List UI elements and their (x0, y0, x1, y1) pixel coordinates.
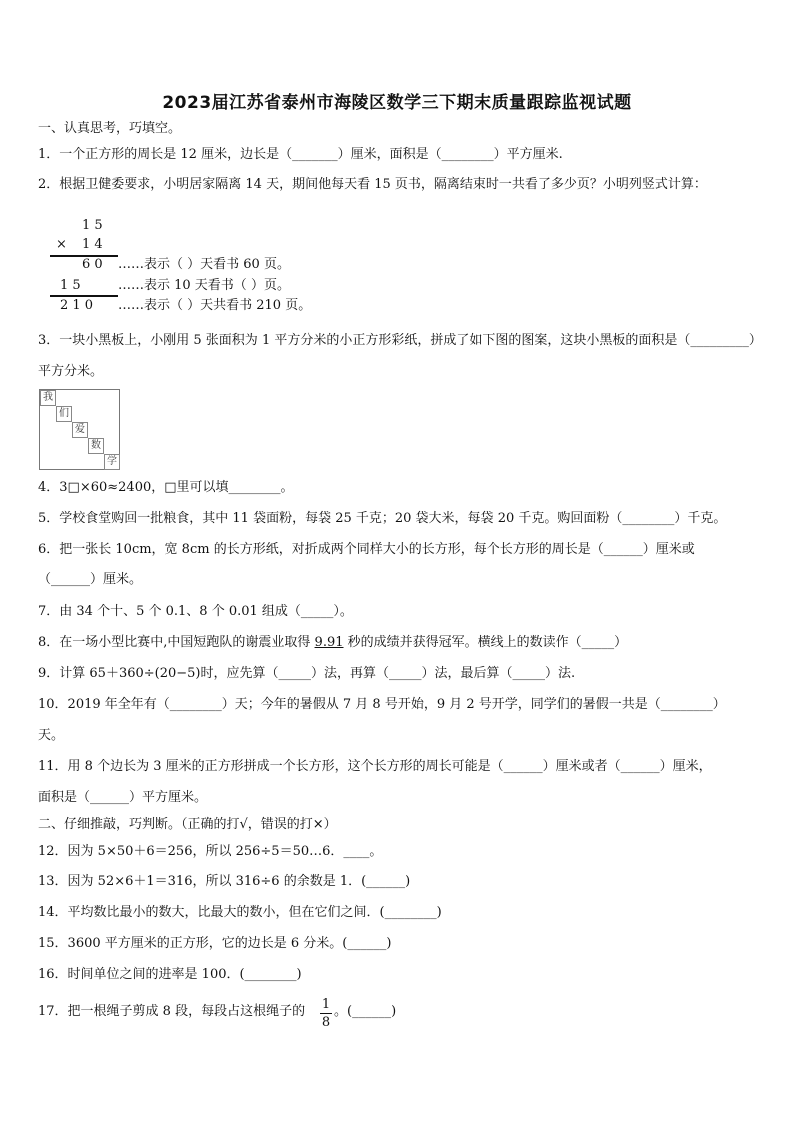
question-8 (38, 635, 627, 651)
question-11-line-1: 11．用 8 个边长为 3 厘米的正方形拼成一个长方形，这个长方形的周长可能是（______）厘米或者（______）厘米， (38, 759, 712, 774)
grid-cell-2: 们 (56, 406, 72, 422)
fraction-numerator: 1 (321, 997, 331, 1012)
calc-row-5-note: ……表示（ ）天共看书 210 页。 (118, 298, 312, 313)
calc-line-2 (50, 295, 118, 297)
staircase-grid-figure (39, 389, 120, 470)
page-title: 2023届江苏省泰州市海陵区数学三下期末质量跟踪监视试题 (162, 93, 632, 113)
question-17-text-a: 17．把一根绳子剪成 8 段，每段占这根绳子的 (38, 1004, 306, 1019)
question-13: 13．因为 52×6＋1＝316，所以 316÷6 的余数是 1．(______) (38, 874, 411, 889)
section-1-heading: 一、认真思考，巧填空。 (38, 121, 182, 136)
section-2-heading: 二、仔细推敲，巧判断。（正确的打√，错误的打×） (38, 817, 337, 832)
question-3-line-1: 3．一块小黑板上，小刚用 5 张面积为 1 平方分米的小正方形彩纸，拼成了如下图的图案，这块小黑板的面积是（_________） (38, 333, 762, 348)
fraction-bar (320, 1013, 332, 1014)
question-8-number: 9.91 (314, 635, 344, 650)
question-16: 16．时间单位之间的进率是 100．(________) (38, 967, 302, 982)
question-7: 7．由 34 个十、5 个 0.1、8 个 0.01 组成（_____）。 (38, 604, 353, 619)
question-4: 4．3□×60≈2400，□里可以填________。 (38, 480, 294, 495)
question-15: 15．3600 平方厘米的正方形，它的边长是 6 分米。(______) (38, 936, 392, 951)
question-1: 1．一个正方形的周长是 12 厘米，边长是（_______）厘米，面积是（________）平方厘米. (38, 147, 563, 162)
question-14: 14．平均数比最小的数大，比最大的数小，但在它们之间．(________) (38, 905, 442, 920)
fraction-denominator: 8 (321, 1015, 331, 1030)
question-8-text-b: 秒的成绩并获得冠军。横线上的数读作（_____） (343, 635, 628, 650)
question-8-text-a: 8．在一场小型比赛中,中国短跑队的谢震业取得 (38, 635, 315, 650)
question-6-line-1: 6．把一张长 10cm，宽 8cm 的长方形纸，对折成两个同样大小的长方形，每个长方形的周长是（______）厘米或 (38, 542, 695, 557)
question-10-line-1: 10．2019 年全年有（________）天；今年的暑假从 7 月 8 号开始，9 月 2 号开学，同学们的暑假一共是（________） (38, 697, 726, 712)
calc-row-3-note: ……表示（ ）天看书 60 页。 (118, 257, 290, 272)
grid-cell-3: 爱 (72, 422, 88, 438)
fraction-one-eighth (320, 997, 332, 1030)
calc-row-5: 2 1 0 (60, 298, 94, 313)
grid-cell-4: 数 (88, 438, 104, 454)
grid-cell-1: 我 (40, 390, 56, 406)
question-5: 5．学校食堂购回一批粮食，其中 11 袋面粉，每袋 25 千克；20 袋大米，每袋 20 千克。购回面粉（________）千克。 (38, 511, 727, 526)
calc-row-4-note: ……表示 10 天看书（ ）页。 (118, 278, 290, 293)
question-12: 12．因为 5×50＋6＝256，所以 256÷5＝50…6．____。 (38, 844, 383, 859)
question-11-line-2: 面积是（______）平方厘米。 (38, 790, 208, 805)
question-9: 9．计算 65＋360÷(20−5)时，应先算（_____）法，再算（_____）法，最后算（_____）法. (38, 666, 576, 681)
question-17-text-b: 。(______) (334, 1004, 397, 1019)
question-10-line-2: 天。 (38, 728, 65, 743)
calc-row-3: 6 0 (82, 257, 103, 272)
question-2: 2．根据卫健委要求，小明居家隔离 14 天，期间他每天看 15 页书，隔离结束时一共看了多少页？小明列竖式计算： (38, 177, 707, 192)
calc-row-1: 1 5 (82, 218, 103, 233)
calc-row-4: 1 5 (60, 278, 81, 293)
grid-cell-5: 学 (104, 454, 120, 470)
question-3-line-2: 平方分米。 (38, 364, 104, 379)
question-6-line-2: （______）厘米。 (38, 572, 143, 587)
calc-times-sign: × (56, 237, 67, 252)
calc-row-2: 1 4 (82, 237, 103, 252)
